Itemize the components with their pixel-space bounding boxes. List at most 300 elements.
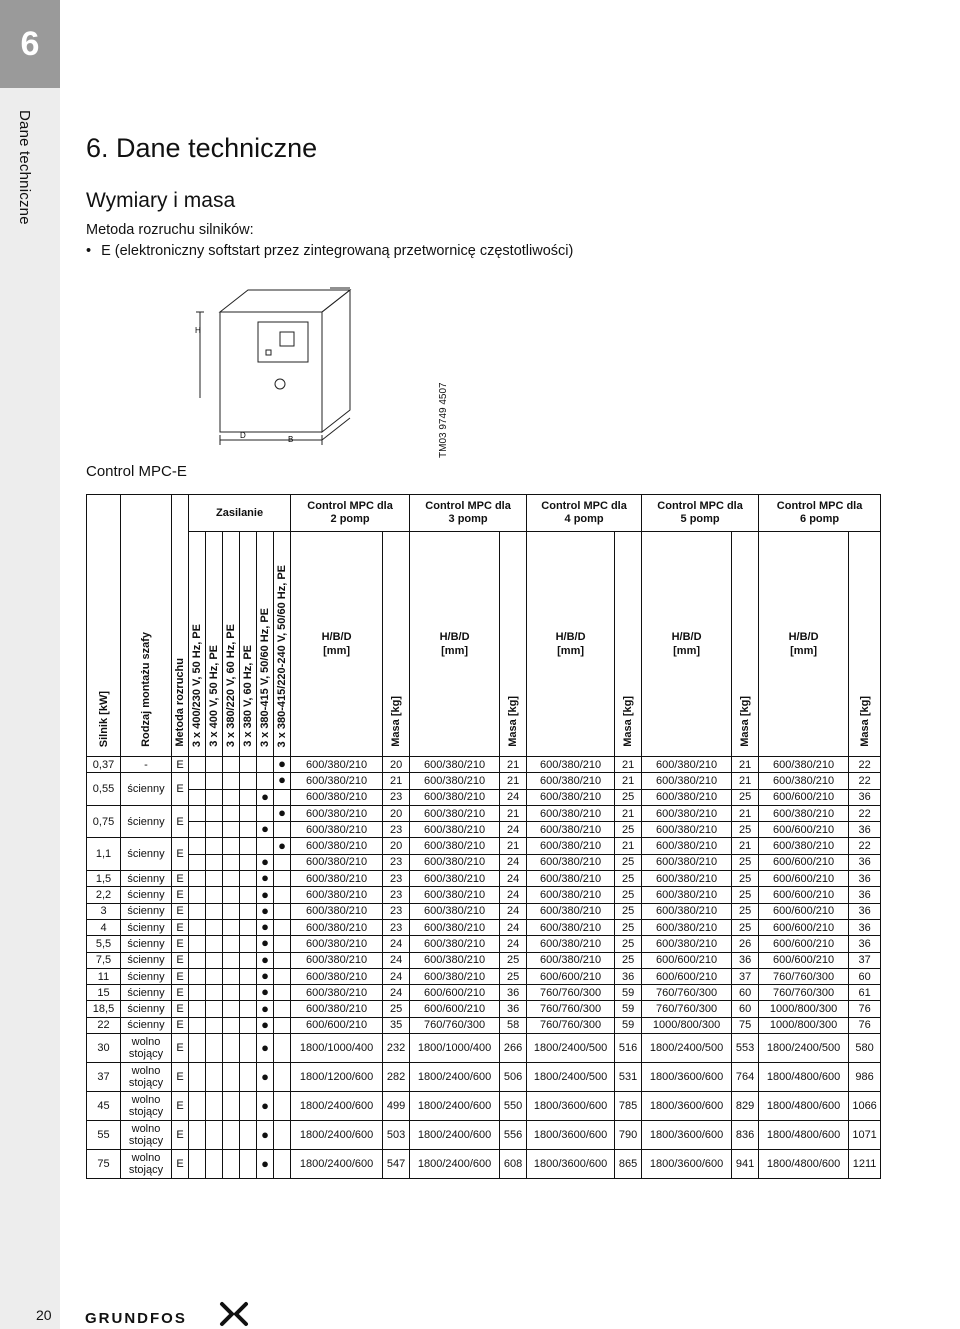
- cell-mass: 60: [732, 1001, 759, 1017]
- cell-mass: 24: [383, 968, 410, 984]
- cell-supply: [206, 887, 223, 903]
- cell-supply: [240, 1121, 257, 1150]
- cell-supply: [206, 805, 223, 821]
- cell-hbd: 600/600/210: [527, 968, 615, 984]
- supply-dot-icon: ●: [261, 886, 269, 902]
- cell-supply: [257, 789, 274, 805]
- cell-supply: [257, 968, 274, 984]
- cell-hbd: 600/380/210: [410, 903, 500, 919]
- supply-dot-icon: ●: [261, 870, 269, 886]
- cell-mount: ścienny: [121, 968, 172, 984]
- cell-mass: 23: [383, 919, 410, 935]
- cell-mass: 836: [732, 1121, 759, 1150]
- cell-supply: [206, 985, 223, 1001]
- cell-hbd: 600/600/210: [759, 854, 849, 870]
- cell-mass: 37: [732, 968, 759, 984]
- cell-mass: 20: [383, 838, 410, 854]
- cell-supply: [189, 805, 206, 821]
- cell-kw: 75: [87, 1150, 121, 1179]
- cell-hbd: 600/380/210: [527, 805, 615, 821]
- cell-mass: 24: [500, 936, 527, 952]
- group-2: Control MPC dla 2 pomp: [291, 495, 410, 532]
- cell-supply: [274, 936, 291, 952]
- cell-hbd: 760/760/300: [527, 985, 615, 1001]
- cell-mass: 21: [732, 838, 759, 854]
- col-method: Metoda rozruchu: [172, 495, 189, 757]
- cell-supply: [189, 985, 206, 1001]
- cell-supply: [189, 871, 206, 887]
- cell-hbd: 600/380/210: [291, 871, 383, 887]
- table-row: [87, 838, 881, 854]
- cell-hbd: 600/600/210: [291, 1017, 383, 1033]
- cell-mass: 36: [849, 936, 881, 952]
- table-row: [87, 968, 881, 984]
- cell-method: E: [172, 952, 189, 968]
- cell-hbd: 600/600/210: [759, 952, 849, 968]
- supply-dot-icon: ●: [278, 805, 286, 821]
- cell-mount: ścienny: [121, 936, 172, 952]
- cell-supply: [206, 789, 223, 805]
- cell-mass: 941: [732, 1150, 759, 1179]
- cell-mass: 36: [849, 903, 881, 919]
- cell-supply: [240, 1017, 257, 1033]
- table-row: [87, 1092, 881, 1121]
- cell-mass: 76: [849, 1017, 881, 1033]
- cell-hbd: 600/600/210: [410, 1001, 500, 1017]
- cell-mass: 531: [615, 1063, 642, 1092]
- col-supply-1: 3 x 400/230 V, 50 Hz, PE: [189, 532, 206, 757]
- table-row: [87, 871, 881, 887]
- cell-mass: 20: [383, 805, 410, 821]
- cell-supply: [274, 1121, 291, 1150]
- cell-hbd: 1800/3600/600: [527, 1150, 615, 1179]
- cell-kw: 3: [87, 903, 121, 919]
- cell-hbd: 600/380/210: [759, 838, 849, 854]
- cell-supply: [274, 968, 291, 984]
- cell-supply: [189, 968, 206, 984]
- cell-supply: [189, 757, 206, 773]
- cell-mass: 36: [849, 854, 881, 870]
- model-label: Control MPC-E: [86, 463, 187, 480]
- col-supply-3: 3 x 380/220 V, 60 Hz, PE: [223, 532, 240, 757]
- cell-supply: [257, 805, 274, 821]
- cell-method: E: [172, 1121, 189, 1150]
- cell-mass: 21: [383, 773, 410, 789]
- table-row: [87, 1034, 881, 1063]
- supply-dot-icon: ●: [261, 951, 269, 967]
- cell-supply: [223, 1092, 240, 1121]
- cell-supply: [206, 854, 223, 870]
- cell-supply: [223, 919, 240, 935]
- cell-mass: 25: [615, 936, 642, 952]
- col-hbd-2: H/B/D [mm]: [291, 532, 383, 757]
- cell-supply: [257, 773, 274, 789]
- cell-hbd: 600/600/210: [759, 871, 849, 887]
- cell-method: E: [172, 887, 189, 903]
- cell-supply: [257, 936, 274, 952]
- cell-hbd: 600/380/210: [527, 789, 615, 805]
- cell-hbd: 600/380/210: [291, 1001, 383, 1017]
- cell-hbd: 1800/3600/600: [527, 1092, 615, 1121]
- cell-mass: 25: [615, 789, 642, 805]
- cell-supply: [240, 1034, 257, 1063]
- cell-supply: [206, 968, 223, 984]
- table-row: [87, 903, 881, 919]
- cell-mass: 790: [615, 1121, 642, 1150]
- cell-supply: [240, 1001, 257, 1017]
- cell-mass: 23: [383, 903, 410, 919]
- cell-hbd: 600/380/210: [291, 968, 383, 984]
- cell-supply: [206, 1017, 223, 1033]
- cell-supply: [223, 1150, 240, 1179]
- table-row: [87, 1063, 881, 1092]
- col-hbd-3: H/B/D [mm]: [410, 532, 500, 757]
- cell-kw: 55: [87, 1121, 121, 1150]
- cell-mount: ścienny: [121, 952, 172, 968]
- supply-dot-icon: ●: [261, 1000, 269, 1016]
- cell-supply: [240, 919, 257, 935]
- cell-mount: ścienny: [121, 871, 172, 887]
- cell-supply: [257, 1001, 274, 1017]
- cell-kw: 0,37: [87, 757, 121, 773]
- cell-supply: [189, 838, 206, 854]
- cell-supply: [206, 952, 223, 968]
- cell-supply: [223, 952, 240, 968]
- cell-hbd: 600/380/210: [410, 773, 500, 789]
- cell-hbd: 600/380/210: [291, 854, 383, 870]
- cell-hbd: 600/380/210: [410, 822, 500, 838]
- cell-method: E: [172, 1034, 189, 1063]
- cell-supply: [223, 789, 240, 805]
- col-hbd-4: H/B/D [mm]: [527, 532, 615, 757]
- intro-text: Metoda rozruchu silników:: [86, 222, 254, 238]
- cell-supply: [223, 968, 240, 984]
- cell-supply: [206, 757, 223, 773]
- cell-supply: [223, 903, 240, 919]
- supply-dot-icon: ●: [261, 1097, 269, 1113]
- table-row: [87, 1001, 881, 1017]
- cell-method: E: [172, 805, 189, 838]
- cell-hbd: 760/760/300: [642, 985, 732, 1001]
- cell-supply: [274, 1092, 291, 1121]
- supply-dot-icon: ●: [261, 1039, 269, 1055]
- cell-mass: 60: [732, 985, 759, 1001]
- cell-hbd: 600/380/210: [642, 903, 732, 919]
- cell-mass: 25: [732, 854, 759, 870]
- cell-hbd: 1800/2400/500: [527, 1063, 615, 1092]
- cell-supply: [206, 919, 223, 935]
- cell-method: E: [172, 838, 189, 871]
- cell-mass: 36: [849, 822, 881, 838]
- cell-supply: [274, 1034, 291, 1063]
- cell-mass: 25: [615, 871, 642, 887]
- cell-supply: [257, 919, 274, 935]
- cell-supply: [206, 1092, 223, 1121]
- cell-hbd: 600/380/210: [410, 805, 500, 821]
- cell-hbd: 600/380/210: [642, 871, 732, 887]
- cell-supply: [223, 838, 240, 854]
- cell-hbd: 600/380/210: [642, 936, 732, 952]
- cell-mass: 547: [383, 1150, 410, 1179]
- table-row: [87, 822, 881, 838]
- cell-supply: [223, 757, 240, 773]
- cell-mass: 23: [383, 854, 410, 870]
- cell-mass: 22: [849, 757, 881, 773]
- cell-hbd: 600/380/210: [642, 887, 732, 903]
- bullet-icon: •: [86, 243, 92, 259]
- cell-supply: [240, 1092, 257, 1121]
- cell-supply: [274, 1017, 291, 1033]
- table-row: [87, 952, 881, 968]
- cell-mass: 25: [732, 887, 759, 903]
- table-row: [87, 1121, 881, 1150]
- cell-hbd: 760/760/300: [527, 1001, 615, 1017]
- cell-supply: [257, 887, 274, 903]
- cell-hbd: 600/380/210: [642, 805, 732, 821]
- cell-supply: [189, 773, 206, 789]
- cell-mass: 21: [615, 757, 642, 773]
- cell-hbd: 600/380/210: [291, 903, 383, 919]
- cell-supply: [240, 936, 257, 952]
- cell-hbd: 1800/2400/600: [410, 1063, 500, 1092]
- cell-supply: [189, 854, 206, 870]
- cell-hbd: 600/380/210: [759, 773, 849, 789]
- side-tab: [0, 0, 60, 1329]
- cell-hbd: 600/380/210: [410, 936, 500, 952]
- page-number: 20: [36, 1307, 52, 1323]
- cell-hbd: 1800/2400/600: [410, 1092, 500, 1121]
- cell-supply: [206, 773, 223, 789]
- cell-supply: [223, 887, 240, 903]
- cell-supply: [206, 1063, 223, 1092]
- cell-hbd: 1800/2400/600: [291, 1121, 383, 1150]
- supply-dot-icon: ●: [261, 1016, 269, 1032]
- cell-mass: 25: [732, 822, 759, 838]
- cell-supply: [274, 757, 291, 773]
- cell-supply: [274, 822, 291, 838]
- cell-supply: [206, 1121, 223, 1150]
- cell-supply: [257, 1017, 274, 1033]
- cell-mass: 21: [615, 773, 642, 789]
- cell-hbd: 600/380/210: [410, 871, 500, 887]
- table-row: [87, 985, 881, 1001]
- cell-mount: -: [121, 757, 172, 773]
- dim-b-label: B: [288, 435, 294, 444]
- cell-hbd: 1800/1200/600: [291, 1063, 383, 1092]
- cell-mass: 503: [383, 1121, 410, 1150]
- chapter-label: Dane techniczne: [16, 110, 33, 225]
- grundfos-logo-mark-icon: [218, 1300, 250, 1328]
- cell-hbd: 600/600/210: [410, 985, 500, 1001]
- cell-hbd: 600/380/210: [527, 952, 615, 968]
- dim-h-label: H: [195, 326, 201, 335]
- supply-dot-icon: ●: [261, 902, 269, 918]
- table-body: [87, 757, 881, 1179]
- cell-hbd: 600/380/210: [410, 887, 500, 903]
- cell-hbd: 600/380/210: [527, 903, 615, 919]
- cell-supply: [274, 1001, 291, 1017]
- cell-mass: 76: [849, 1001, 881, 1017]
- cell-hbd: 600/600/210: [642, 952, 732, 968]
- cell-hbd: 1800/3600/600: [642, 1121, 732, 1150]
- col-supply-5: 3 x 380-415 V, 50/60 Hz, PE: [257, 532, 274, 757]
- page-title: 6. Dane techniczne: [86, 133, 318, 163]
- cell-hbd: 600/380/210: [642, 919, 732, 935]
- cell-mass: 516: [615, 1034, 642, 1063]
- cell-supply: [257, 903, 274, 919]
- cell-hbd: 600/380/210: [410, 789, 500, 805]
- cell-mass: 23: [383, 789, 410, 805]
- cell-mass: 266: [500, 1034, 527, 1063]
- cell-mass: 986: [849, 1063, 881, 1092]
- cell-mass: 21: [500, 805, 527, 821]
- cell-mount: wolno stojący: [121, 1150, 172, 1179]
- cell-mount: ścienny: [121, 773, 172, 806]
- cell-method: E: [172, 1017, 189, 1033]
- cell-mass: 59: [615, 985, 642, 1001]
- cell-mass: 1066: [849, 1092, 881, 1121]
- cell-mass: 36: [500, 985, 527, 1001]
- cell-method: E: [172, 757, 189, 773]
- group-supply: Zasilanie: [189, 495, 291, 532]
- chapter-number: 6: [0, 0, 60, 88]
- cell-mass: 21: [500, 773, 527, 789]
- cell-supply: [274, 952, 291, 968]
- cell-hbd: 600/380/210: [642, 854, 732, 870]
- cell-mass: 25: [615, 854, 642, 870]
- cell-hbd: 600/380/210: [642, 757, 732, 773]
- cell-method: E: [172, 1150, 189, 1179]
- cell-hbd: 600/600/210: [759, 789, 849, 805]
- cell-hbd: 1800/2400/600: [410, 1150, 500, 1179]
- cell-mount: ścienny: [121, 903, 172, 919]
- cell-mass: 25: [383, 1001, 410, 1017]
- cell-supply: [240, 805, 257, 821]
- group-6: Control MPC dla 6 pomp: [759, 495, 881, 532]
- cell-hbd: 1800/2400/600: [291, 1092, 383, 1121]
- cell-supply: [223, 1121, 240, 1150]
- supply-dot-icon: ●: [261, 935, 269, 951]
- drawing-code: TM03 9749 4507: [438, 382, 449, 458]
- cell-supply: [189, 1121, 206, 1150]
- cell-hbd: 600/380/210: [291, 919, 383, 935]
- cell-supply: [274, 773, 291, 789]
- cell-supply: [189, 919, 206, 935]
- cell-hbd: 600/380/210: [291, 887, 383, 903]
- cell-supply: [189, 1063, 206, 1092]
- cell-mass: 608: [500, 1150, 527, 1179]
- cell-kw: 7,5: [87, 952, 121, 968]
- table-row: [87, 1150, 881, 1179]
- cell-supply: [240, 838, 257, 854]
- cell-method: E: [172, 1092, 189, 1121]
- cell-mass: 550: [500, 1092, 527, 1121]
- table-row: [87, 805, 881, 821]
- cell-mass: 59: [615, 1017, 642, 1033]
- cell-supply: [240, 968, 257, 984]
- cell-mass: 23: [383, 822, 410, 838]
- cell-mass: 20: [383, 757, 410, 773]
- cell-mass: 553: [732, 1034, 759, 1063]
- cell-kw: 0,75: [87, 805, 121, 838]
- cell-supply: [223, 773, 240, 789]
- cell-mass: 1071: [849, 1121, 881, 1150]
- cell-mass: 24: [383, 936, 410, 952]
- col-supply-4: 3 x 380 V, 60 Hz, PE: [240, 532, 257, 757]
- cell-mass: 556: [500, 1121, 527, 1150]
- cell-hbd: 600/380/210: [291, 805, 383, 821]
- supply-dot-icon: ●: [261, 968, 269, 983]
- cell-supply: [223, 1034, 240, 1063]
- cell-mass: 22: [849, 805, 881, 821]
- supply-dot-icon: ●: [278, 772, 286, 788]
- cell-mass: 829: [732, 1092, 759, 1121]
- cell-supply: [257, 1063, 274, 1092]
- col-mass-5: Masa [kg]: [732, 532, 759, 757]
- col-supply-2: 3 x 400 V, 50 Hz, PE: [206, 532, 223, 757]
- cell-method: E: [172, 919, 189, 935]
- cell-mass: 25: [615, 822, 642, 838]
- cell-hbd: 600/600/210: [642, 968, 732, 984]
- cell-mass: 24: [500, 854, 527, 870]
- col-mass-2: Masa [kg]: [383, 532, 410, 757]
- cell-supply: [257, 985, 274, 1001]
- cell-hbd: 600/380/210: [410, 854, 500, 870]
- cell-mass: 24: [500, 887, 527, 903]
- cell-method: E: [172, 968, 189, 984]
- cell-hbd: 600/380/210: [527, 757, 615, 773]
- cabinet-drawing: [170, 280, 470, 470]
- cell-hbd: 760/760/300: [759, 968, 849, 984]
- cell-mass: 25: [615, 919, 642, 935]
- col-mass-6: Masa [kg]: [849, 532, 881, 757]
- cell-hbd: 1800/4800/600: [759, 1150, 849, 1179]
- cell-hbd: 600/600/210: [759, 822, 849, 838]
- grundfos-logo: GRUNDFOS: [85, 1310, 187, 1327]
- supply-dot-icon: ●: [261, 821, 269, 837]
- cell-supply: [240, 1150, 257, 1179]
- cell-hbd: 600/380/210: [527, 871, 615, 887]
- cell-supply: [223, 805, 240, 821]
- cell-mass: 35: [383, 1017, 410, 1033]
- cell-supply: [240, 789, 257, 805]
- cell-mount: wolno stojący: [121, 1063, 172, 1092]
- cell-mass: 36: [849, 887, 881, 903]
- cell-mount: ścienny: [121, 1017, 172, 1033]
- cell-hbd: 760/760/300: [527, 1017, 615, 1033]
- cell-supply: [274, 1150, 291, 1179]
- cell-supply: [206, 903, 223, 919]
- cell-mass: 25: [500, 952, 527, 968]
- cell-kw: 1,5: [87, 871, 121, 887]
- cell-supply: [189, 822, 206, 838]
- cell-supply: [206, 871, 223, 887]
- cell-mount: wolno stojący: [121, 1034, 172, 1063]
- cell-hbd: 600/380/210: [410, 757, 500, 773]
- cell-hbd: 600/380/210: [642, 773, 732, 789]
- cell-hbd: 600/600/210: [759, 903, 849, 919]
- cell-mass: 24: [500, 871, 527, 887]
- cell-mass: 61: [849, 985, 881, 1001]
- cell-supply: [257, 854, 274, 870]
- cell-supply: [206, 838, 223, 854]
- cell-mass: 865: [615, 1150, 642, 1179]
- cell-hbd: 600/380/210: [291, 838, 383, 854]
- cell-hbd: 600/380/210: [410, 838, 500, 854]
- cell-mass: 23: [383, 887, 410, 903]
- cell-supply: [206, 936, 223, 952]
- supply-dot-icon: ●: [261, 984, 269, 1000]
